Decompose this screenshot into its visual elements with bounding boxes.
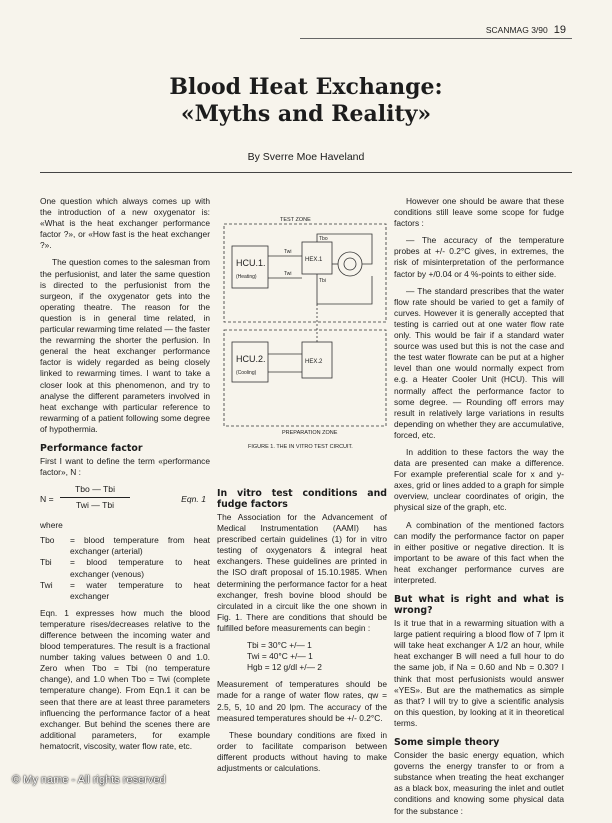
title-line-2: «Myths and Reality»: [180, 101, 432, 127]
hcu1-sub-label: (Heating): [236, 274, 257, 280]
column-3: [394, 196, 564, 823]
intro-paragraph: One question which always comes up with the introduction of a new oxygenator is: «What is the heat exchanger performance factor ?», or «How fast is the heat exchanger ?».: [40, 196, 210, 251]
eq-fraction-bar: [60, 497, 130, 498]
paragraph: However one should be aware that these conditions still leave some scope for fudge factors :: [394, 196, 564, 229]
hex2-label: HEX.2: [305, 359, 323, 365]
figure-1-test-circuit: [222, 212, 390, 482]
definition-item: Twi = water temperature to heat exchanger: [40, 579, 210, 601]
paragraph: The Association for the Advancement of Medical Instrumentation (AAMI) has prescribed certain guidelines (1) for in vitro testing of oxygenators & integral heat exchangers. These guidelines are printed in the ISO draft proposal of 15.10.1985. When determining the performance factor for a heat exchanger, fresh bovine blood should be circulated in a circuit like the one shown in Fig. 1. There are conditions that should be fulfilled before measurements can begin :: [217, 512, 387, 633]
equation-1: [40, 484, 210, 514]
hcu2-sub-label: (Cooling): [236, 370, 257, 376]
column-1: [40, 196, 210, 758]
tbo-label: Tbo: [319, 236, 328, 242]
paragraph: — The standard prescribes that the water flow rate should be varied to get a family of curves. However it is generally accepted that testing is carried out at one water flow rate only. This would be fair if a standard water source was used but this is not the case and the test water flowrate can be put at a higher level than one would normally expect from e.g. a Heater Cooler Unit (HCU). This will normally affect the performance factor to some degree. — Rounding off errors may result in relatively large variations in results depending on whether they are accumulative, forced, etc.: [394, 285, 564, 440]
prep-zone-label: PREPARATION ZONE: [282, 430, 338, 436]
test-zone-box: [224, 224, 386, 322]
paragraph: These boundary conditions are fixed in order to facilitate comparison between different products without having to make adjustments or calculations.: [217, 729, 387, 773]
figure-caption: FIGURE 1. THE IN VITRO TEST CIRCUIT.: [248, 444, 353, 450]
definition-item: Tbi = blood temperature to heat exchanger (venous): [40, 557, 210, 579]
title-line-1: Blood Heat Exchange:: [169, 74, 443, 100]
article-title: [0, 74, 612, 128]
condition-item: Tbi = 30°C +/— 1: [247, 640, 312, 651]
definition-list: [40, 535, 210, 602]
hcu1-label: HCU.1.: [236, 258, 266, 268]
condition-item: Twi = 40°C +/— 1: [247, 651, 313, 662]
twi-label-2: Twi: [284, 271, 292, 277]
byline: By Sverre Moe Haveland: [247, 151, 365, 163]
hcu2-label: HCU.2.: [236, 354, 266, 364]
eq-label: Eqn. 1: [181, 494, 206, 505]
journal-issue: SCANMAG 3/90: [485, 25, 548, 35]
paragraph: A combination of the mentioned factors can modify the performance factor on paper in either positive or negative direction. It is important to be aware of this fact when the heat exchanger performance curves are interpreted.: [394, 519, 564, 585]
eq-denominator: Twi — Tbi: [75, 500, 115, 511]
section-heading-theory: Some simple theory: [394, 737, 500, 749]
pump-rotor-icon: [344, 258, 356, 270]
tbi-label: Tbi: [319, 278, 326, 284]
conditions-list: [247, 640, 387, 673]
condition-item: Hgb = 12 g/dl +/— 2: [247, 662, 322, 673]
paragraph: — The accuracy of the temperature probes at +/- 0.2°C gives, in extremes, the risk of misinterpretation of the performance factor by +/0.04 or 4 %-points to either side.: [394, 235, 564, 279]
eq-lhs: N =: [40, 494, 54, 505]
hex1-label: HEX.1: [305, 257, 323, 263]
test-zone-label: TEST ZONE: [280, 217, 311, 223]
title-rule: [40, 172, 572, 173]
paragraph: First I want to define the term «performance factor», N :: [40, 455, 210, 478]
paragraph: The question comes to the salesman from the perfusionist, and later the same question is directed to the perfusionist from the surgeon, if the oxygenator gets into the operating theatre. The reason for the question is in general time related, in particular rewarming time related — the faster the rewarming the shorter the perfusion. In general the heat exchanger performance factor is widely regarded as being closely linked to rewarming times. I want to take a closer look at this phenomenon, and try to analyse the different parameters involved in heat exchange with particular reference to rewarming of a patient following some degree of hypothermia.: [40, 257, 210, 434]
where-label: where: [40, 520, 63, 531]
paragraph: Is it true that in a rewarming situation with a large patient requiring a blood flow of 7 lpm it will take heat exchanger A 1/2 an hour, while heat exchanger B will need a full hour to do the same job, if Na = 0.60 and Nb = 0.30? I think that most perfusionists would answer «YES». But are the mathematics as simple as that? I will try to give a scientific analysis on this question, by looking at it in theoretical terms.: [394, 618, 564, 728]
eq-numerator: Tbo — Tbi: [75, 484, 115, 495]
copyright-watermark: © My name - All rights reserved: [12, 774, 166, 786]
paragraph: In addition to these factors the way the data are presented can make a difference. For example preferential scale for x and y-axes, grid or lines added to a graph for simple overview, unclear coordinates of origin, the physical size of the graph, etc.: [394, 446, 564, 513]
paragraph: Consider the basic energy equation, which governs the energy transfer to or from a substance when treating the heat exchanger as a black box, measuring the inlet and outlet conditions and knowing some physical data for the substance :: [394, 750, 564, 816]
definition-item: Tbo = blood temperature from heat exchanger (arterial): [40, 535, 210, 557]
column-2: [217, 488, 387, 780]
section-heading-in-vitro: In vitro test conditions and fudge factors: [217, 488, 387, 510]
pump-icon: [338, 252, 362, 276]
twi-label: Twi: [284, 249, 292, 255]
running-header: [486, 24, 566, 36]
section-heading-right-wrong: But what is right and what is wrong?: [394, 594, 564, 617]
paragraph: Measurement of temperatures should be made for a range of water flow rates, qw = 2.5, 5, 10 and 20 lpm. The accuracy of the measured temperatures should be +/- 0.2°C.: [217, 679, 387, 723]
page-number: 19: [553, 24, 566, 36]
header-rule: [300, 38, 572, 39]
paragraph: Eqn. 1 expresses how much the blood temperature rises/decreases relative to the difference between the incoming water and blood temperatures. The result is a fractional number taking values between 0 and 1.0. Zero when Tbo = Tbi (no temperature change), and 1.0 when Tbo = Twi (complete temperature change). From Eqn.1 it can be seen that there are at least three parameters influencing the performance factor of a heat exchanger. But behind the scenes there are additional parameters, for example hematocrit, viscosity, water flow rate, etc.: [40, 607, 210, 751]
section-heading-performance: Performance factor: [40, 442, 143, 454]
